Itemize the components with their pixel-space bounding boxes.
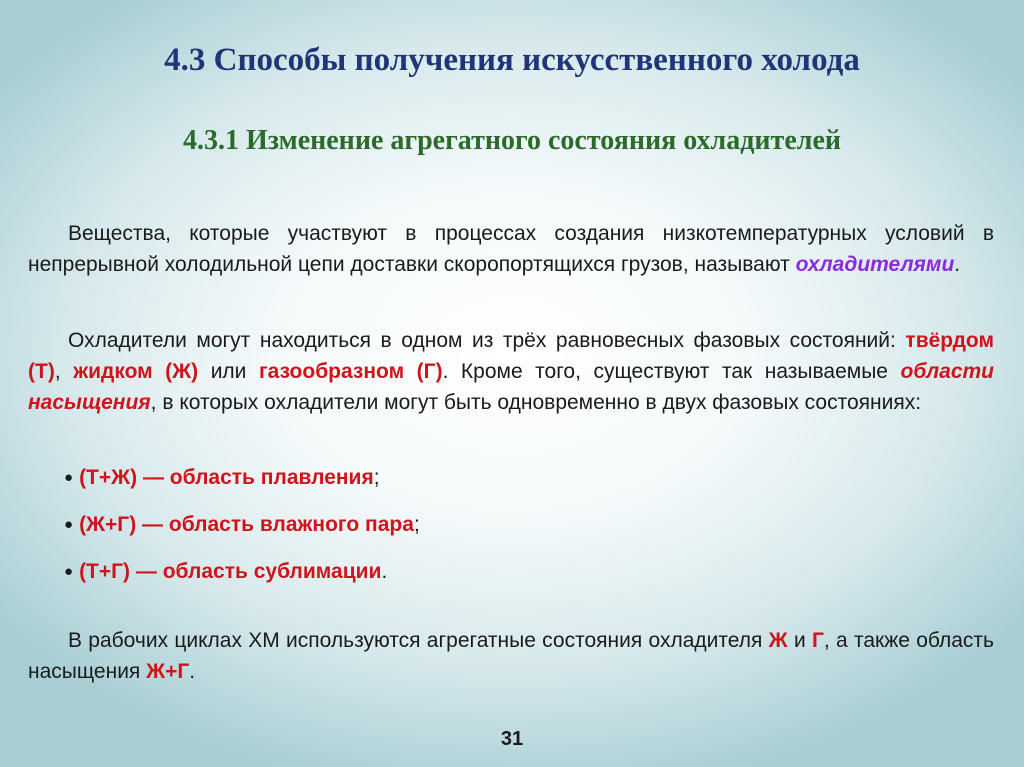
bullet-icon: ● [64, 469, 74, 486]
bullet-icon: ● [64, 516, 74, 533]
state-gas: газообразном (Г) [258, 360, 443, 383]
page-number: 31 [500, 728, 524, 750]
separator: , [54, 360, 74, 383]
separator: или [198, 360, 259, 383]
slide-title: 4.3 Способы получения искусственного холода [164, 42, 860, 78]
separator: и [787, 629, 812, 652]
paragraph-text: Охладители могут находиться в одном из трёх равновесных фазовых состояний: [68, 329, 906, 352]
list-item [64, 462, 420, 509]
bullet-icon: ● [64, 563, 74, 580]
state-liquid: жидком (Ж) [73, 360, 199, 383]
list-item-label: (Т+Ж) — область плавления [79, 466, 374, 489]
paragraph-text: Вещества, которые участвуют в процессах создания низкотемпературных условий в непрерывной холодильной цепи доставки скоропортящихся грузов, называют [28, 222, 994, 276]
term-coolants: охладителями [795, 253, 955, 276]
paragraph-phase-states [28, 325, 994, 418]
saturation-regions-list [64, 462, 420, 603]
list-item-label: (Т+Г) — область сублимации [79, 560, 382, 583]
saturation-mark: Ж+Г [146, 660, 190, 683]
term-saturation-regions: области насыщения [28, 360, 995, 414]
paragraph-text: , а также область насыщения [28, 629, 994, 683]
state-solid: твёрдом (Т) [28, 329, 994, 383]
paragraph-text: В рабочих циклах ХМ используются агрегатные состояния охладителя [68, 629, 769, 652]
paragraph-end: . [954, 253, 961, 276]
list-item-label: (Ж+Г) — область влажного пара [79, 513, 414, 536]
paragraph-text: , в которых охладители могут быть одновременно в двух фазовых состояниях: [150, 391, 922, 414]
state-gas-mark: Г [811, 629, 824, 652]
paragraph-definition [28, 218, 994, 280]
list-item-end: ; [413, 513, 420, 536]
list-item-end: ; [373, 466, 380, 489]
slide-subtitle: 4.3.1 Изменение агрегатного состояния охладителей [182, 125, 842, 156]
state-liquid-mark: Ж [768, 629, 788, 652]
list-item [64, 509, 420, 556]
paragraph-working-cycles [28, 625, 994, 687]
paragraph-end: . [189, 660, 196, 683]
paragraph-text: . Кроме того, существуют так называемые [442, 360, 901, 383]
list-item-end: . [381, 560, 388, 583]
list-item [64, 556, 420, 603]
